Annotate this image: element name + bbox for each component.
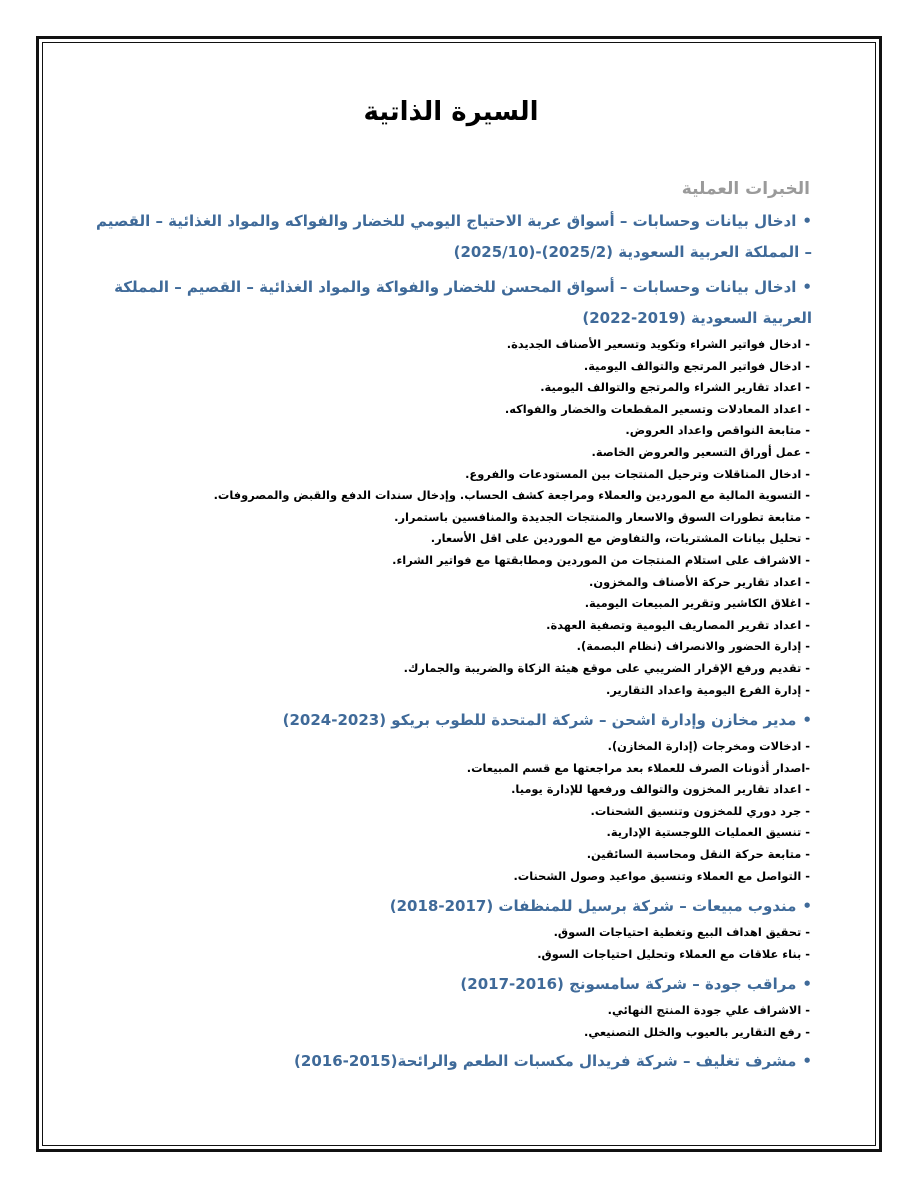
task-item: - اعداد تقرير المصاريف اليومية وتصفية العهدة. [546,617,810,632]
bullet-icon: • [802,1051,812,1070]
bullet-icon: • [802,278,812,296]
task-item: - ادخال فواتير المرتجع والتوالف اليومية. [583,358,810,373]
task-item: - متابعة تطورات السوق والاسعار والمنتجات الجديدة والمنافسين باستمرار. [394,509,810,524]
task-item: - تحليل بيانات المشتريات، والتفاوض مع الموردين على اقل الأسعار. [430,531,810,546]
task-item: - تقديم ورفع الإقرار الضريبي على موقع هيئة الزكاة والضريبة والجمارك. [403,660,810,675]
task-item: - متابعة النواقص واعداد العروض. [625,423,810,438]
cv-content [90,80,812,1077]
bullet-icon: • [802,711,812,730]
task-item: - متابعة حركة النقل ومحاسبة السائقين. [586,847,810,862]
job-heading-text: مراقب جودة – شركة سامسونج (2016-2017) [460,975,797,994]
task-item: - اعداد تقارير حركة الأصناف والمخزون. [589,574,810,589]
page-title: السيرة الذاتية [363,97,539,127]
task-item: - تحقيق اهداف البيع وتغطية احتياجات السوق. [553,925,810,940]
job-heading [90,969,812,1000]
task-item: - رفع التقارير بالعيوب والخلل التصنيعي. [584,1025,810,1040]
jobs-list [90,206,812,1077]
job-heading-text: ادخال بيانات وحسابات – أسواق عربة الاحتياج اليومي للخضار والفواكه والمواد الغذائية – القصيم – المملكة العربية السعودية (2025/2)-(2025/10) [95,212,812,261]
task-item: - الاشراف علي جودة المنتج النهائي. [607,1003,810,1018]
job-heading [90,1046,812,1077]
task-item: - إدارة الفرع اليومية واعداد التقارير. [606,682,810,697]
task-item: - الاشراف على استلام المنتجات من الموردين ومطابقتها مع فواتير الشراء. [392,552,810,567]
task-item: - التواصل مع العملاء وتنسيق مواعيد وصول الشحنات. [513,868,810,883]
task-item: - اعداد المعادلات وتسعير المقطعات والخضار والفواكه. [504,401,810,416]
task-item: - التسوية المالية مع الموردين والعملاء ومراجعة كشف الحساب. وإدخال سندات الدفع والقبض والمصروفات. [213,488,810,503]
job-heading [90,206,812,268]
section-title-experience: الخبرات العملية [681,179,810,199]
bullet-icon: • [802,975,812,994]
task-item: - اغلاق الكاشير وتقرير المبيعات اليومية. [584,596,810,611]
task-item: - اعداد تقارير المخزون والتوالف ورفعها للإدارة يوميا. [511,782,810,797]
task-item: -اصدار أذونات الصرف للعملاء بعد مراجعتها مع قسم المبيعات. [466,760,810,775]
task-item: - اعداد تقارير الشراء والمرتجع والتوالف اليومية. [540,380,810,395]
task-item: - إدارة الحضور والانصراف (نظام البصمة). [576,639,810,654]
job-heading-text: ادخال بيانات وحسابات – أسواق المحسن للخضار والفواكة والمواد الغذائية – القصيم – المملكة العربية السعودية (2019-2022) [114,278,812,327]
job-heading-text: مشرف تغليف – شركة فريدال مكسبات الطعم والرائحة(2015-2016) [294,1051,797,1070]
task-item: - جرد دوري للمخزون وتنسيق الشحنات. [590,803,810,818]
task-item: - عمل أوراق التسعير والعروض الخاصة. [591,444,810,459]
job-heading [90,705,812,736]
task-item: - ادخال فواتير الشراء وتكويد وتسعير الأصناف الجديدة. [506,337,810,351]
task-item: - ادخال المناقلات وترحيل المنتجات بين المستودعات والفروع. [465,466,810,481]
task-item: - تنسيق العمليات اللوجستية الإدارية. [606,825,810,840]
bullet-icon: • [802,212,812,230]
bullet-icon: • [802,897,812,916]
job-heading [90,891,812,922]
job-heading-text: مندوب مبيعات – شركة برسيل للمنظفات (2017-2018) [389,897,797,916]
task-item: - بناء علاقات مع العملاء وتحليل احتياجات السوق. [537,946,810,961]
job-heading-text: مدير مخازن وإدارة اشحن – شركة المتحدة للطوب بريكو (2023-2024) [282,711,797,730]
job-heading [90,272,812,334]
task-item: - ادخالات ومخرجات (إدارة المخازن). [607,739,810,754]
